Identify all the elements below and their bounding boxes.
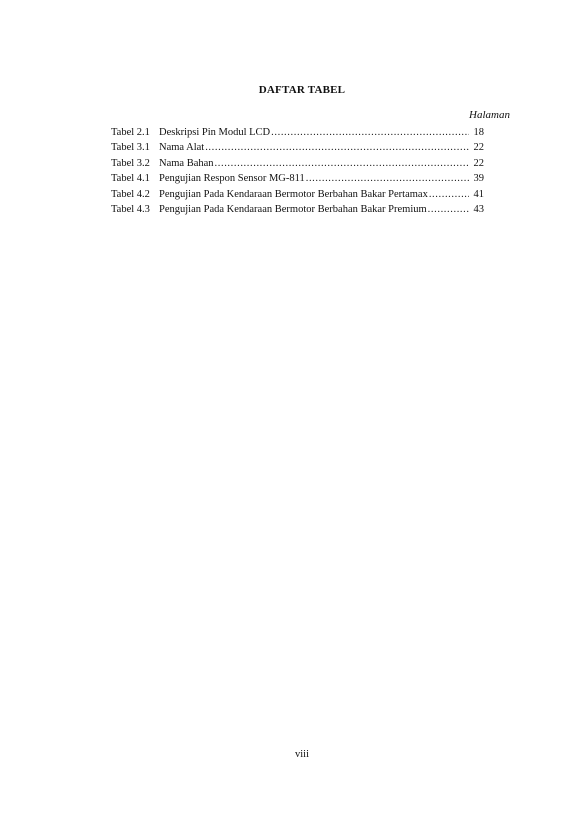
table-page: 41 (473, 188, 484, 200)
dot-leader (215, 158, 469, 169)
dot-leader (271, 127, 469, 138)
table-page: 43 (473, 203, 484, 215)
table-number: Tabel 3.2 (111, 157, 150, 169)
page-title: DAFTAR TABEL (258, 84, 346, 96)
table-number: Tabel 2.1 (111, 127, 150, 138)
table-list (111, 127, 484, 219)
dot-leader (428, 204, 469, 215)
list-item[interactable] (111, 189, 484, 204)
table-number: Tabel 3.1 (111, 142, 150, 154)
dot-leader (429, 189, 469, 200)
list-item[interactable] (111, 158, 484, 173)
footer-page-number: viii (294, 749, 309, 760)
table-title: Nama Bahan (159, 157, 214, 169)
table-page: 22 (473, 142, 484, 154)
table-title: Pengujian Respon Sensor MG-811 (159, 173, 305, 185)
table-page: 22 (473, 157, 484, 169)
list-item[interactable] (111, 204, 484, 219)
table-title: Pengujian Pada Kendaraan Bermotor Berbahan Bakar Premium (159, 203, 427, 215)
table-number: Tabel 4.3 (111, 203, 150, 215)
dot-leader (205, 142, 469, 153)
table-number: Tabel 4.1 (111, 173, 150, 185)
dot-leader (306, 173, 469, 184)
table-title: Pengujian Pada Kendaraan Bermotor Berbahan Bakar Pertamax (159, 188, 428, 200)
list-item[interactable] (111, 127, 484, 142)
page-column-label: Halaman (469, 109, 510, 121)
list-item[interactable] (111, 142, 484, 157)
table-page: 18 (473, 127, 484, 138)
table-title: Nama Alat (159, 142, 205, 154)
table-page: 39 (473, 173, 484, 185)
table-number: Tabel 4.2 (111, 188, 150, 200)
table-title: Deskripsi Pin Modul LCD (159, 127, 271, 138)
list-item[interactable] (111, 173, 484, 188)
